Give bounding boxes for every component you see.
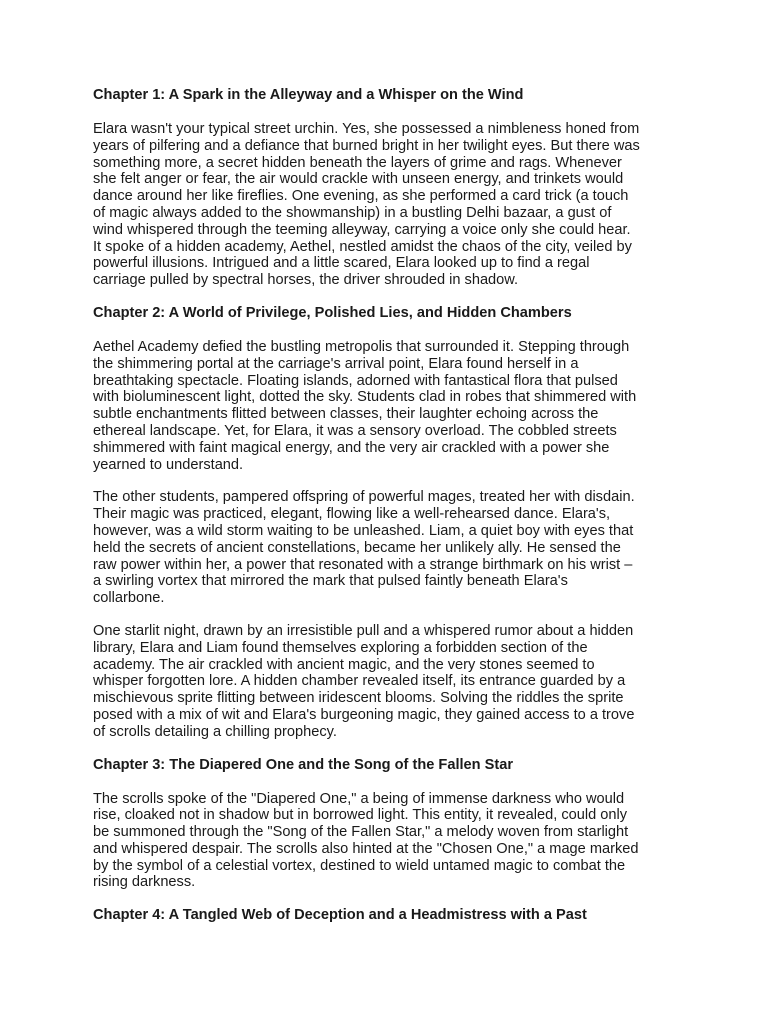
- chapter-2-paragraph-1: [93, 339, 683, 473]
- text-line: The other students, pampered offspring of powerful mages, treated her with disdain.: [93, 489, 635, 506]
- text-line: she felt anger or fear, the air would crackle with unseen energy, and trinkets would: [93, 171, 624, 188]
- text-line: Aethel Academy defied the bustling metropolis that surrounded it. Stepping through: [93, 338, 630, 355]
- text-line: of magic always added to the showmanship) in a bustling Delhi bazaar, a gust of: [93, 204, 612, 221]
- text-line: however, was a wild storm waiting to be unleashed. Liam, a quiet boy with eyes that: [93, 522, 634, 539]
- text-line: academy. The air crackled with ancient magic, and the very stones seemed to: [93, 656, 595, 673]
- text-line: powerful illusions. Intrigued and a little scared, Elara looked up to find a regal: [93, 255, 590, 272]
- text-line: the shimmering portal at the carriage's arrival point, Elara found herself in a: [93, 355, 579, 372]
- text-line: carriage pulled by spectral horses, the driver shrouded in shadow.: [93, 272, 519, 289]
- chapter-3-heading: Chapter 3: The Diapered One and the Song of the Fallen Star: [93, 756, 514, 773]
- chapter-3-paragraph: [93, 791, 683, 892]
- text-line: dance around her like fireflies. One evening, as she performed a card trick (a touch: [93, 188, 629, 205]
- text-line: whisper forgotten lore. A hidden chamber revealed itself, its entrance guarded by a: [93, 673, 626, 690]
- text-line: collarbone.: [93, 590, 165, 607]
- text-line: rising darkness.: [93, 874, 196, 891]
- text-line: breathtaking spectacle. Floating islands, adorned with fantastical flora that pulsed: [93, 372, 618, 389]
- text-line: something more, a secret hidden beneath the layers of grime and rags. Whenever: [93, 154, 622, 171]
- chapter-2-heading: Chapter 2: A World of Privilege, Polished Lies, and Hidden Chambers: [93, 304, 572, 321]
- text-line: Elara wasn't your typical street urchin. Yes, she possessed a nimbleness honed from: [93, 121, 640, 137]
- text-line: subtle enchantments flitted between classes, their laughter echoing across the: [93, 406, 599, 423]
- text-line: Their magic was practiced, elegant, flowing like a well-rehearsed dance. Elara's,: [93, 506, 611, 523]
- text-line: be summoned through the "Song of the Fallen Star," a melody woven from starlight: [93, 824, 629, 841]
- document-page: [93, 87, 683, 924]
- text-line: One starlit night, drawn by an irresistible pull and a whispered rumor about a hidden: [93, 622, 634, 639]
- text-line: shimmered with faint magical energy, and the very air crackled with a power she: [93, 439, 610, 456]
- text-line: held the secrets of ancient constellations, became her unlikely ally. He sensed the: [93, 539, 621, 556]
- text-line: raw power within her, a power that resonated with a strange birthmark on his wrist –: [93, 556, 633, 573]
- chapter-2-paragraph-2: [93, 489, 683, 607]
- text-line: by the symbol of a celestial vortex, destined to wield untamed magic to combat the: [93, 857, 626, 874]
- chapter-1-heading: Chapter 1: A Spark in the Alleyway and a Whisper on the Wind: [93, 87, 524, 103]
- chapter-4-heading: Chapter 4: A Tangled Web of Deception and a Headmistress with a Past: [93, 907, 587, 924]
- text-line: posed with a mix of wit and Elara's burgeoning magic, they gained access to a trove: [93, 706, 635, 723]
- text-line: It spoke of a hidden academy, Aethel, nestled amidst the chaos of the city, veiled by: [93, 238, 632, 255]
- text-line: library, Elara and Liam found themselves exploring a forbidden section of the: [93, 639, 588, 656]
- text-line: and whispered despair. The scrolls also hinted at the "Chosen One," a mage marked: [93, 840, 639, 857]
- text-line: rise, cloaked not in shadow but in borrowed light. This entity, it revealed, could only: [93, 807, 628, 824]
- text-line: with bioluminescent light, dotted the sky. Students clad in robes that shimmered with: [93, 389, 637, 406]
- text-line: a swirling vortex that mirrored the mark that pulsed faintly beneath Elara's: [93, 573, 568, 590]
- text-line: years of pilfering and a defiance that burned bright in her twilight eyes. But there was: [93, 137, 640, 154]
- chapter-2-paragraph-3: [93, 623, 683, 741]
- chapter-1-paragraph: [93, 121, 683, 289]
- text-line: ethereal landscape. Yet, for Elara, it was a sensory overload. The cobbled streets: [93, 422, 617, 439]
- text-line: yearned to understand.: [93, 456, 244, 473]
- text-line: of scrolls detailing a chilling prophecy.: [93, 723, 337, 740]
- text-line: mischievous sprite flitting between iridescent blooms. Solving the riddles the sprite: [93, 690, 624, 707]
- text-line: wind whispered through the teeming alleyway, carrying a voice only she could hear.: [93, 221, 631, 238]
- text-line: The scrolls spoke of the "Diapered One," a being of immense darkness who would: [93, 790, 625, 807]
